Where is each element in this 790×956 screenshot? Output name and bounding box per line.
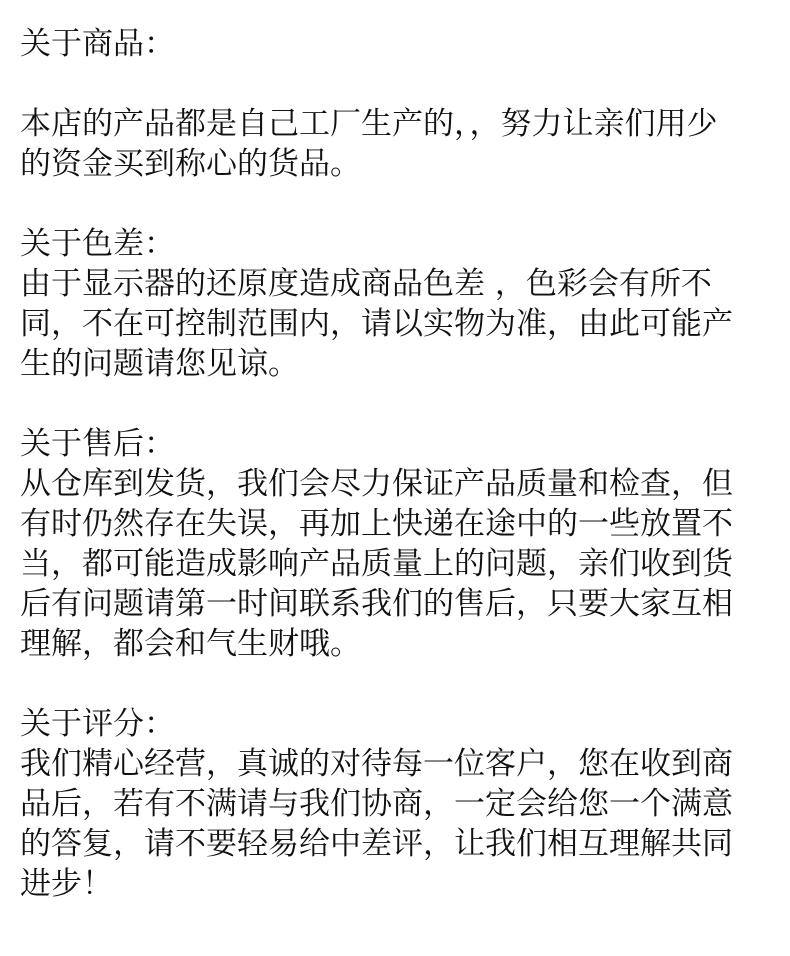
paragraph-line: 品后，若有不满请与我们协商，一定会给您一个满意 [20,786,733,822]
paragraph-line: 的答复，请不要轻易给中差评，让我们相互理解共同 [20,826,733,862]
spacer [20,184,772,224]
section-heading-product: 关于商品： [20,26,175,62]
paragraph-line: 进步！ [20,866,113,902]
paragraph-line: 的资金买到称心的货品。 [20,146,361,182]
spacer [20,64,772,104]
paragraph-line: 本店的产品都是自己工厂生产的，，努力让亲们用少 [20,106,718,142]
spacer [20,384,772,424]
paragraph-line: 有时仍然存在失误，再加上快递在途中的一些放置不 [20,506,733,542]
paragraph-line: 由于显示器的还原度造成商品色差 ，色彩会有所不 [20,266,712,302]
section-heading-rating: 关于评分： [20,706,175,742]
paragraph-line: 理解，都会和气生财哦。 [20,626,361,662]
paragraph-line: 当，都可能造成影响产品质量上的问题，亲们收到货 [20,546,733,582]
section-heading-after-sales: 关于售后： [20,426,175,462]
paragraph-line: 生的问题请您见谅。 [20,346,299,382]
section-after-sales [20,424,772,664]
paragraph-line: 从仓库到发货，我们会尽力保证产品质量和检查，但 [20,466,733,502]
store-policy-document [20,24,772,904]
paragraph-line: 后有问题请第一时间联系我们的售后，只要大家互相 [20,586,733,622]
paragraph-line: 我们精心经营，真诚的对待每一位客户，您在收到商 [20,746,733,782]
section-product [20,24,772,184]
section-heading-color: 关于色差： [20,226,175,262]
spacer [20,664,772,704]
section-color-difference [20,224,772,384]
section-rating [20,704,772,904]
paragraph-line: 同，不在可控制范围内，请以实物为准，由此可能产 [20,306,733,342]
